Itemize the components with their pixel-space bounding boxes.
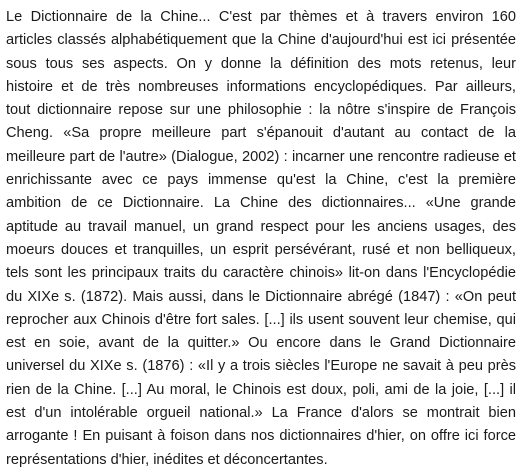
paragraph-line-20: représentations d'hier, inédites et déconcertantes. (6, 451, 328, 468)
paragraph-line-10: aptitude au travail manuel, un grand respect pour les anciens usages, des (6, 218, 516, 235)
paragraph-line-5: tout dictionnaire repose sur une philosophie : la nôtre s'inspire de François (6, 102, 516, 119)
paragraph-line-13: du XIXe s. (1872). Mais aussi, dans le Dictionnaire abrégé (1847) : «On peut (6, 288, 516, 305)
paragraph-line-1: Le Dictionnaire de la Chine... C'est par thèmes et à travers environ 160 (6, 9, 516, 25)
paragraph-line-11: moeurs douces et tranquilles, un esprit persévérant, rusé et non belliqueux, (6, 241, 516, 258)
paragraph-line-15: est en soie, avant de la quitter.» Ou encore dans le Grand Dictionnaire (6, 335, 516, 352)
paragraph-line-18: est d'un intolérable orgueil national.» La France d'alors se montrait bien (6, 405, 516, 422)
paragraph-line-8: enrichissante avec ce pays immense qu'est la Chine, c'est la première (6, 172, 516, 189)
paragraph-line-7: meilleure part de l'autre» (Dialogue, 2002) : incarner une rencontre radieuse et (6, 148, 516, 165)
paragraph-line-19: arrogante ! En puisant à foison dans nos dictionnaires d'hier, on offre ici force (6, 428, 516, 445)
paragraph-line-16: universel du XIXe s. (1876) : «Il y a trois siècles l'Europe ne savait à peu près (6, 358, 516, 375)
paragraph-line-2: articles classés alphabétiquement que la Chine d'aujourd'hui est ici présentée (6, 32, 516, 49)
paragraph-line-6: Cheng. «Sa propre meilleure part s'épanouit d'autant au contact de la (6, 125, 516, 142)
paragraph-line-9: ambition de ce Dictionnaire. La Chine des dictionnaires... «Une grande (6, 195, 516, 212)
paragraph-line-17: rien de la Chine. [...] Au moral, le Chinois est doux, poli, ami de la joie, [...] il (6, 381, 516, 398)
paragraph-line-3: sous tous ses aspects. On y donne la définition des mots retenus, leur (6, 55, 516, 72)
paragraph-line-12: tels sont les principaux traits du caractère chinois» lit-on dans l'Encyclopédie (6, 265, 516, 282)
paragraph-line-4: histoire et de très nombreuses informations encyclopédiques. Par ailleurs, (6, 78, 516, 95)
paragraph-line-14: reprocher aux Chinois d'être fort sales. [...] ils usent souvent leur chemise, qui (6, 311, 516, 328)
